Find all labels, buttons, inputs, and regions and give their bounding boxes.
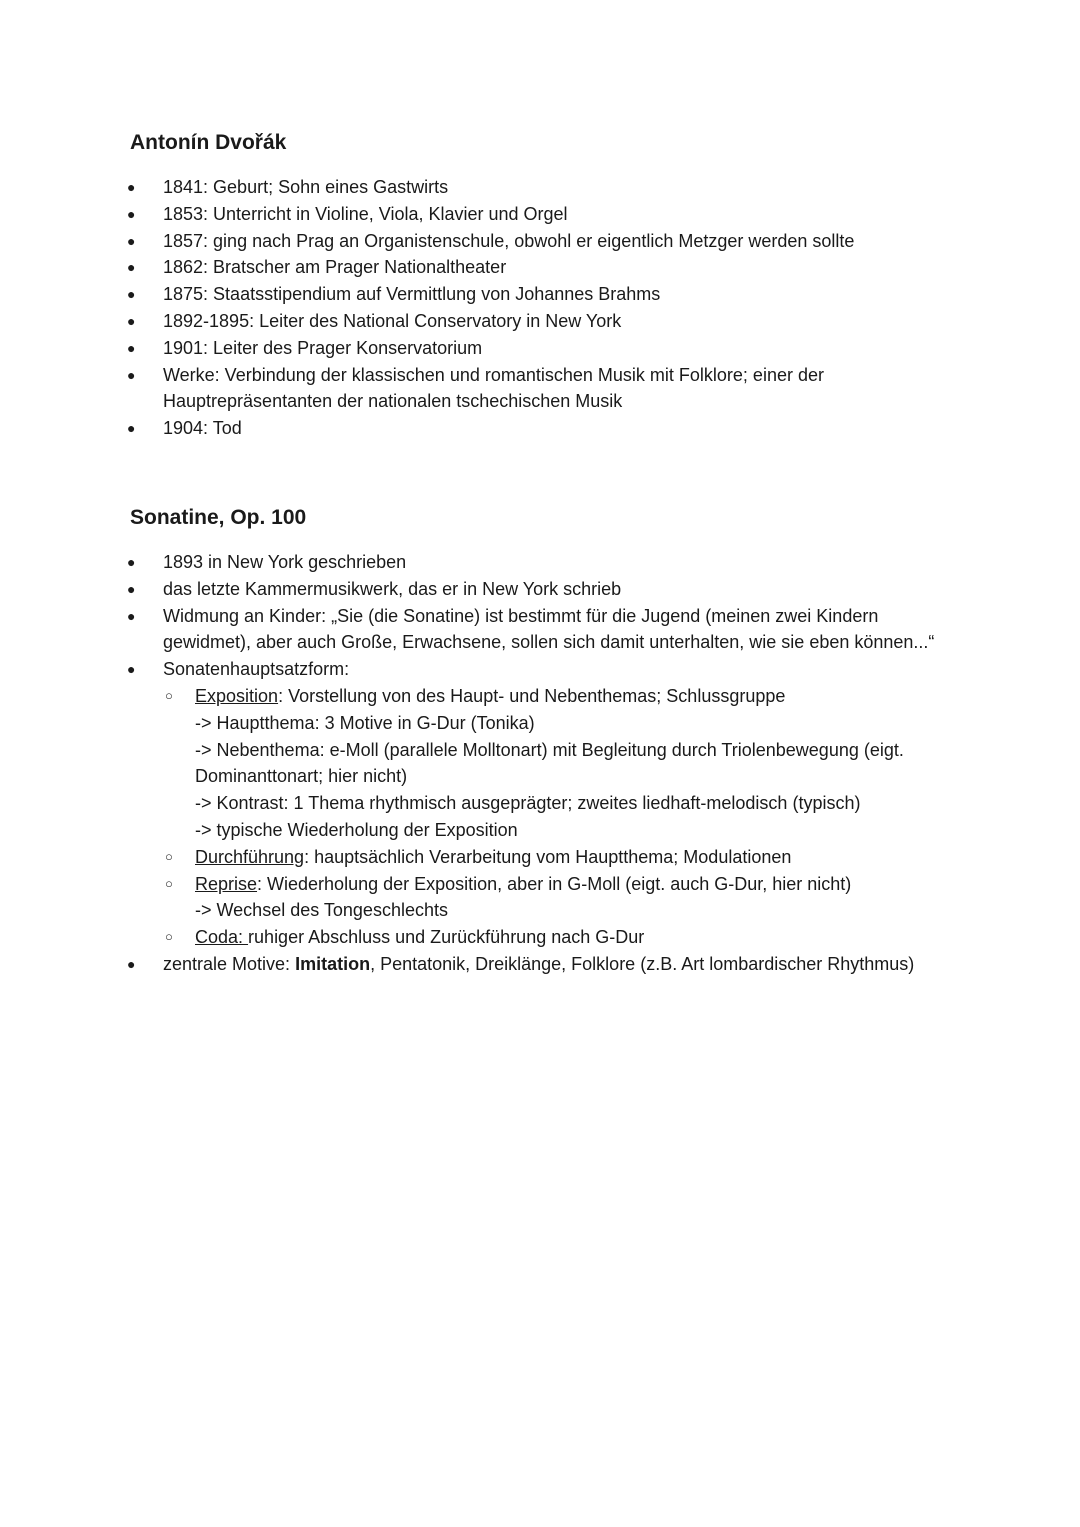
list-item: ● 1853: Unterricht in Violine, Viola, Klavier und Orgel bbox=[130, 201, 960, 228]
bullet-icon: ● bbox=[127, 232, 136, 249]
bullet-icon: ● bbox=[127, 205, 136, 222]
sublist-item-reprise: ○ Reprise: Wiederholung der Exposition, aber in G-Moll (eigt. auch G-Dur, hier nicht) -> Wechsel des Tongeschlechts bbox=[163, 871, 960, 925]
list-item: ● Widmung an Kinder: „Sie (die Sonatine) ist bestimmt für die Jugend (meinen zwei Kindern gewidmet), aber auch Große, Erwachsene, sollen sich damit unterhalten, wie sie eben können...“ bbox=[130, 603, 960, 657]
bullet-icon: ● bbox=[127, 580, 136, 597]
bullet-icon: ● bbox=[127, 366, 136, 383]
biography-list bbox=[127, 174, 960, 442]
list-item: ● zentrale Motive: Imitation, Pentatonik, Dreiklänge, Folklore (z.B. Art lombardischer Rhythmus) bbox=[130, 951, 960, 978]
list-item: ● 1841: Geburt; Sohn eines Gastwirts bbox=[130, 174, 960, 201]
bullet-icon: ● bbox=[127, 179, 136, 195]
sonata-form-sublist bbox=[163, 683, 960, 951]
bullet-icon: ● bbox=[127, 955, 136, 972]
term-coda: Coda: bbox=[195, 927, 249, 948]
bullet-icon: ● bbox=[127, 286, 136, 303]
list-item: ● 1904: Tod bbox=[130, 415, 960, 442]
bullet-icon: ● bbox=[127, 259, 136, 276]
circle-bullet-icon: ○ bbox=[165, 929, 173, 945]
list-item: ● 1901: Leiter des Prager Konservatorium bbox=[130, 335, 960, 362]
list-item: ● 1857: ging nach Prag an Organistenschule, obwohl er eigentlich Metzger werden sollte bbox=[130, 228, 960, 255]
list-item: ● das letzte Kammermusikwerk, das er in New York schrieb bbox=[130, 576, 960, 603]
list-item: ● Sonatenhauptsatzform: ○ Exposition: Vorstellung von des Haupt- und Nebenthemas; Schlussgruppe -> Hauptthema: 3 Motive in G-Dur (Tonika) -> Nebenthema: e-Moll (parallele Molltonart) mit Begleitung durch Triolenbewegung (eigt. Dominanttonart; hier nicht) -> Kontrast: 1 Thema rhythmisch ausgeprägter; zweites liedhaft-melodisch (typisch) -> typische Wiederholung der Exposition ○ Durchführung: hauptsächlich Verarbeitung vom Hauptthema; Modulationen ○ Reprise: Wiederholung der Exposition, aber in G-Moll (eigt. auch G-Dur, hier nicht) -> Wechsel des Tongeschlechts ○ Coda: ruhiger Abschluss und Zurückführung nach G-Dur bbox=[130, 656, 960, 951]
list-item: ● 1892-1895: Leiter des National Conservatory in New York bbox=[130, 308, 960, 335]
term-exposition: Exposition bbox=[195, 685, 279, 706]
section-title: Sonatine, Op. 100 bbox=[130, 506, 307, 529]
detail-line: -> Wechsel des Tongeschlechts bbox=[195, 900, 448, 921]
bullet-icon: ● bbox=[127, 661, 136, 678]
sublist-item-durchfuehrung: ○ Durchführung: hauptsächlich Verarbeitung vom Hauptthema; Modulationen bbox=[163, 844, 960, 871]
list-item: ● Werke: Verbindung der klassischen und romantischen Musik mit Folklore; einer der Hauptrepräsentanten der nationalen tschechischen Musik bbox=[130, 362, 960, 416]
bullet-icon: ● bbox=[127, 339, 136, 356]
circle-bullet-icon: ○ bbox=[165, 687, 173, 703]
list-item: ● 1893 in New York geschrieben bbox=[130, 549, 960, 576]
detail-line: -> typische Wiederholung der Exposition bbox=[195, 819, 518, 840]
list-item: ● 1862: Bratscher am Prager Nationaltheater bbox=[130, 254, 960, 281]
bullet-icon: ● bbox=[127, 554, 136, 570]
section-sonatine bbox=[127, 503, 960, 978]
bold-term: Imitation bbox=[295, 953, 371, 974]
sonatine-list bbox=[127, 549, 960, 978]
detail-line: -> Nebenthema: e-Moll (parallele Molltonart) mit Begleitung durch Triolenbewegung (eigt. Dominanttonart; hier nicht) bbox=[195, 739, 904, 787]
bullet-icon: ● bbox=[127, 420, 136, 437]
section-dvorak bbox=[127, 128, 960, 442]
circle-bullet-icon: ○ bbox=[165, 875, 173, 891]
bullet-icon: ● bbox=[127, 607, 136, 624]
term-reprise: Reprise bbox=[195, 873, 258, 894]
bullet-icon: ● bbox=[127, 312, 136, 329]
circle-bullet-icon: ○ bbox=[165, 848, 173, 864]
term-durchfuehrung: Durchführung bbox=[195, 846, 305, 867]
sublist-item-coda: ○ Coda: ruhiger Abschluss und Zurückführung nach G-Dur bbox=[163, 924, 960, 951]
section-title: Antonín Dvořák bbox=[130, 131, 287, 154]
list-item: ● 1875: Staatsstipendium auf Vermittlung von Johannes Brahms bbox=[130, 281, 960, 308]
detail-line: -> Kontrast: 1 Thema rhythmisch ausgeprägter; zweites liedhaft-melodisch (typisch) bbox=[195, 793, 861, 814]
sublist-item-exposition: ○ Exposition: Vorstellung von des Haupt- und Nebenthemas; Schlussgruppe -> Hauptthema: 3 Motive in G-Dur (Tonika) -> Nebenthema: e-Moll (parallele Molltonart) mit Begleitung durch Triolenbewegung (eigt. Dominanttonart; hier nicht) -> Kontrast: 1 Thema rhythmisch ausgeprägter; zweites liedhaft-melodisch (typisch) -> typische Wiederholung der Exposition bbox=[163, 683, 960, 844]
detail-line: -> Hauptthema: 3 Motive in G-Dur (Tonika) bbox=[195, 712, 535, 733]
